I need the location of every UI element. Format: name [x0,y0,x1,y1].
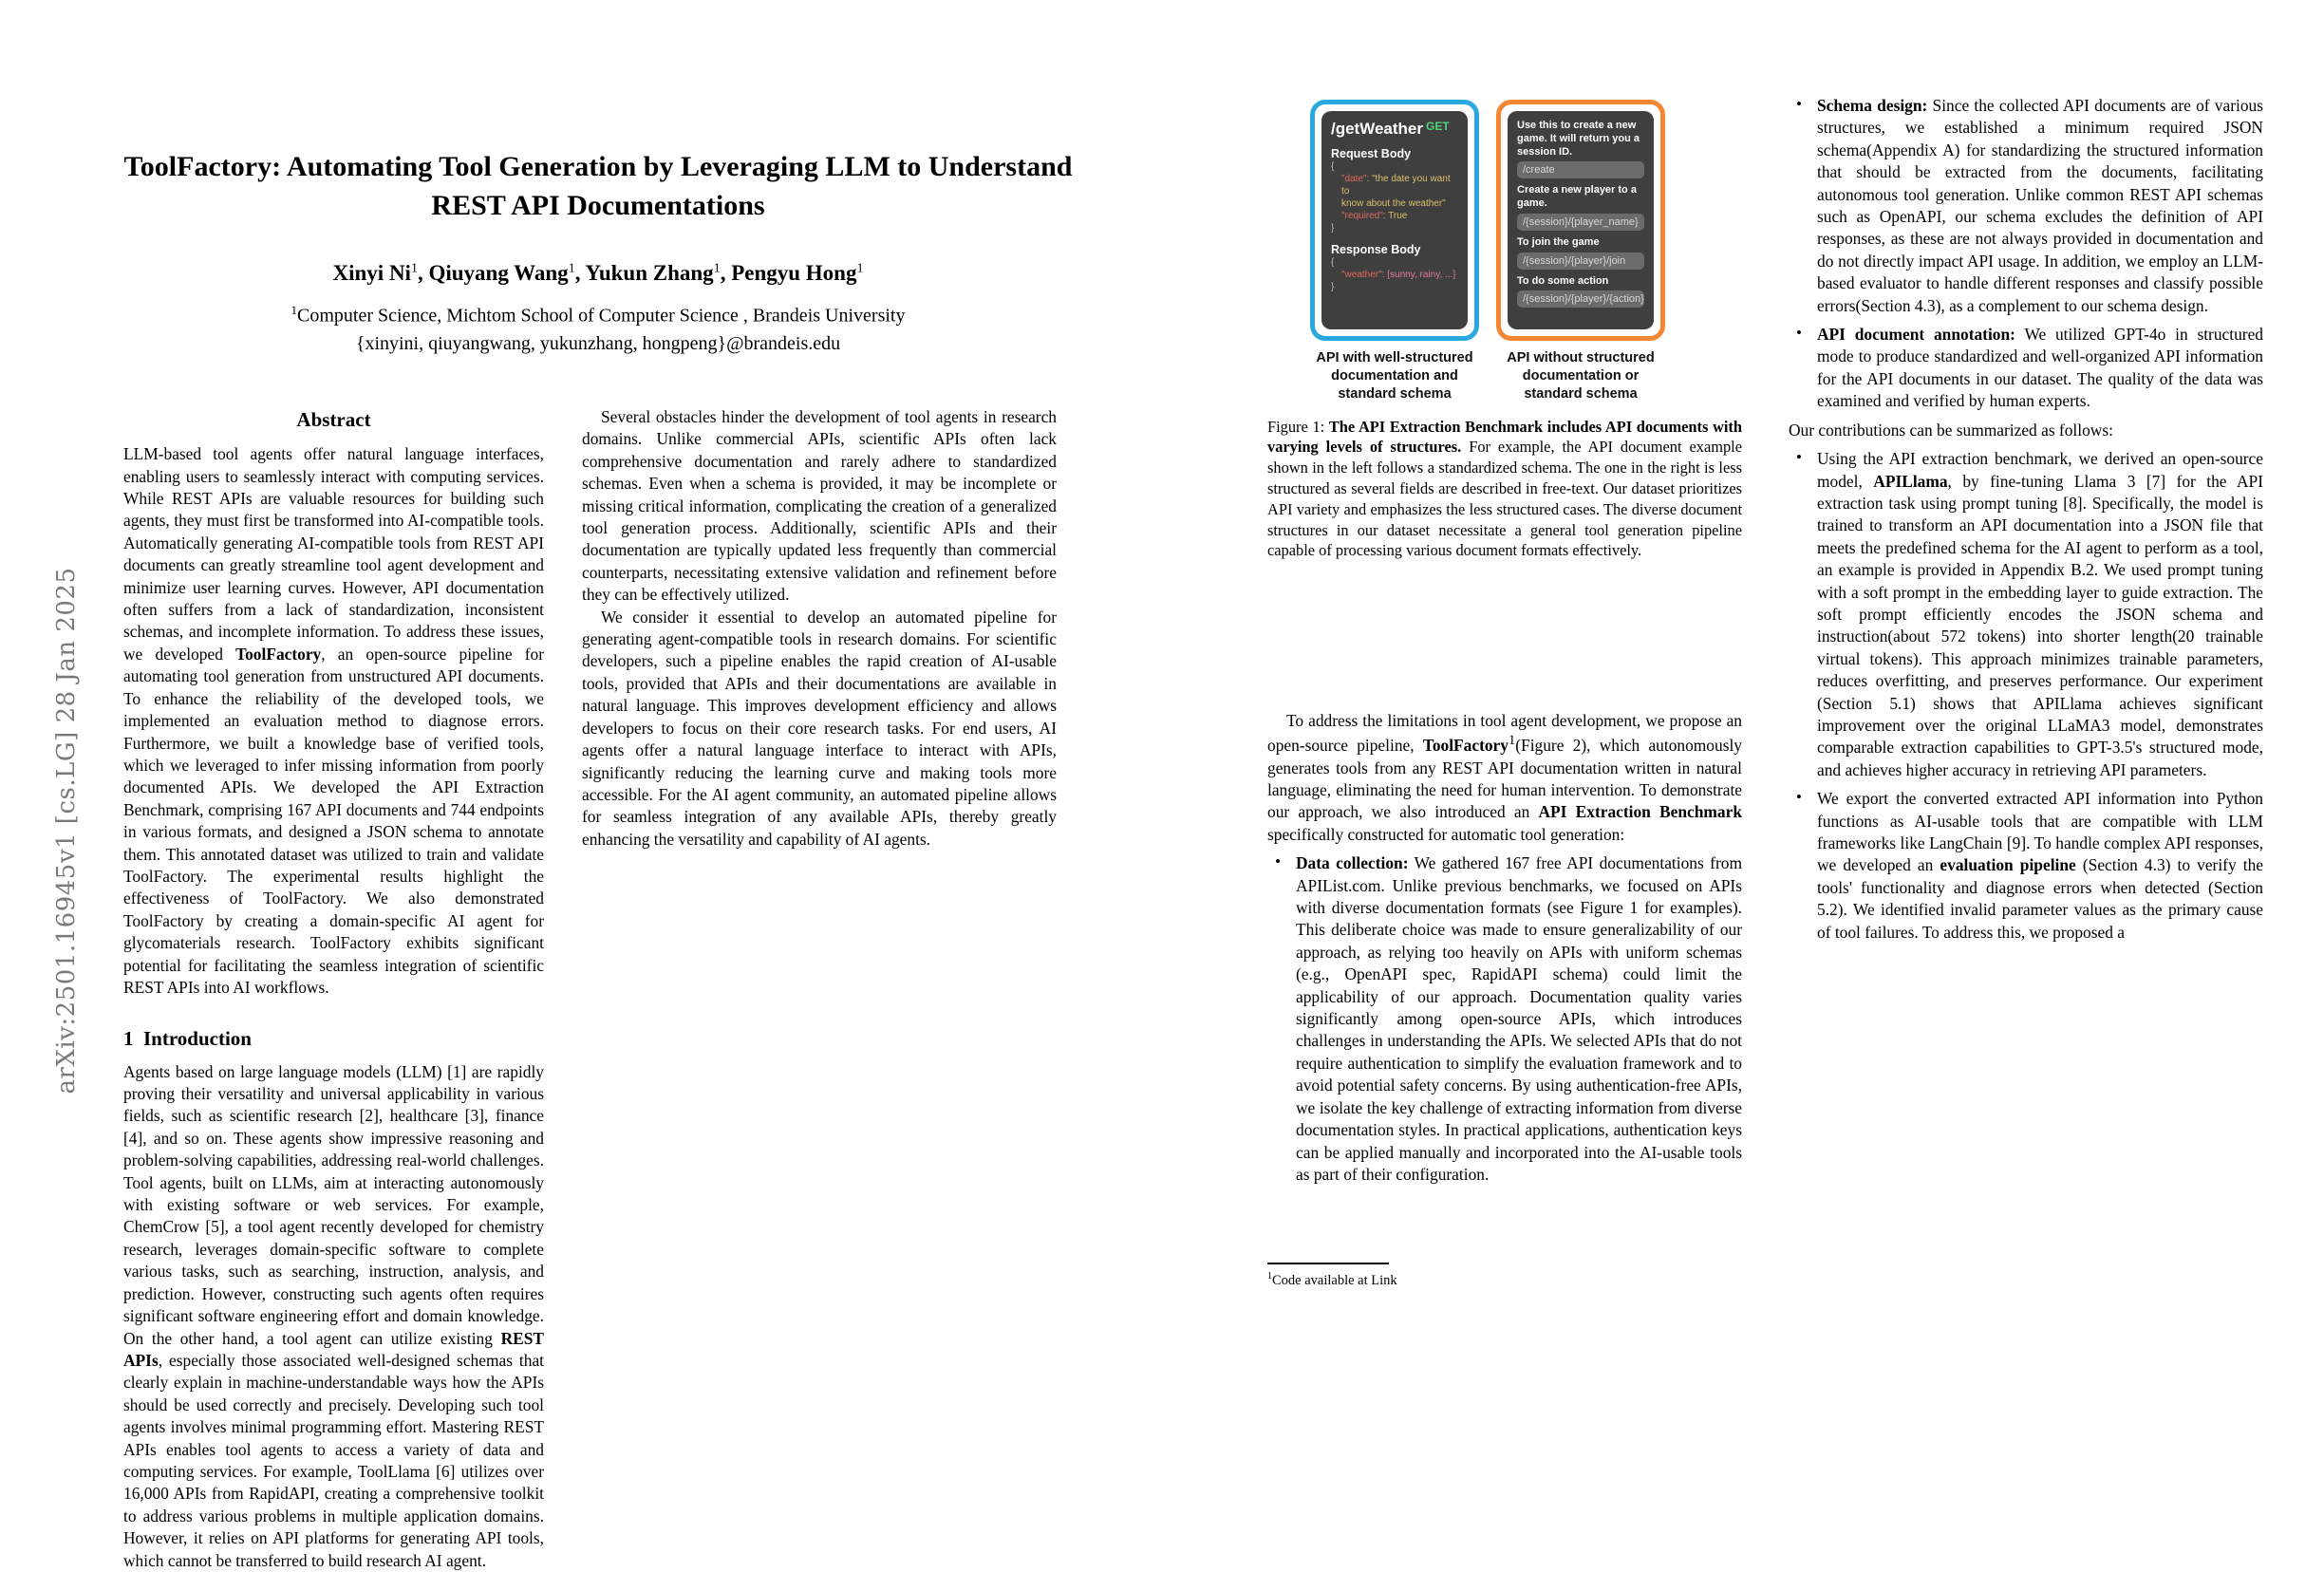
page-title: ToolFactory: Automating Tool Generation by Leveraging LLM to Understand REST API Documentations [123,151,1073,222]
bullet-label: Data collection: [1296,853,1409,873]
request-key-date: "date" [1341,174,1367,184]
bullet-text: Since the collected API documents are of various structures, we established a minimum required JSON schema(Appendix A) for standardizing the structured information that should be extracted from the documents, facilitating autonomous tool generation. Unlike common REST API schemas such as OpenAPI, our schema excludes the definition of API responses, as these are not always provided in documentation and do not directly impact API usage. In addition, we employ an LLM-based evaluator to handle different responses and classify possible errors(Section 4.3), as a complement to our schema design. [1817,96,2263,315]
footnote-marker: 1 [1267,1270,1272,1282]
response-field-weather [1331,269,1458,281]
author-affil-marker: 1 [713,261,721,276]
footnote-ref: 1 [1508,733,1516,749]
section-number: 1 [123,1027,134,1051]
abstract-part-1: LLM-based tool agents offer natural language interfaces, enabling users to seamlessly interact with computing services. While REST APIs are valuable resources for building such agents, they must first be transformed into AI-compatible tools. Automatically generating AI-compatible tools from REST API documents can greatly streamline tool agent development and minimize user learning curves. However, API documentation often suffers from a lack of standardization, inconsistent schemas, and incomplete information. To address these issues, we developed [123,444,544,664]
intro-paragraph-3: We consider it essential to develop an automated pipeline for generating agent-compatible tools in research domains. For scientific developers, such a pipeline enables the rapid creation of AI-usable tools, provided that APIs and their documentations are available in natural language. This improves development efficiency and allows developers to focus on their core research tasks. For end users, AI agents offer a natural language interface to interact with APIs, significantly reducing the learning curve and making tools more accessible. For the AI agent community, an automated pipeline allows for seamless integration of any available APIs, thereby greatly enhancing the versatility and capability of AI agents. [582,607,1057,849]
bullet-text: We utilized GPT-4o in structured mode to produce standardized and well-organized API information for the API documents in our dataset. The quality of the data was examined and verified by human experts. [1817,325,2263,411]
unstructured-path: /create [1517,161,1644,178]
list-item [1813,788,2263,944]
affiliation-marker: 1 [290,302,298,317]
intro-p4-part-b: (Figure 2), which autonomously generates tools from any REST API documentation written in natural language, eliminating the need for human intervention. To demonstrate our approach, we also introduced an [1267,736,1742,822]
figure-caption [1267,417,1742,562]
benchmark-bullet-list [1267,852,1742,1186]
bullet-text: We gathered 167 free API documentations from APIList.com. Unlike previous benchmarks, we focused on APIs with diverse documentation formats (see Figure 1 for examples). This deliberate choice was made to ensure generalizability of our approach, as relying too heavily on APIs with uniform schemas (e.g., OpenAPI spec, RapidAPI schema) could limit the applicability of our approach. Documentation quality varies significantly among open-source APIs, which introduces challenges in understanding the APIs. We selected APIs that do not require authentication to simplify the evaluation framework and to avoid potential safety concerns. By using authentication-free APIs, we isolate the key challenge of extracting information from diverse documentation styles. In practical applications, authentication keys can be applied manually and incorporated into the AI-usable tools as part of their configuration. [1296,853,1742,1184]
api-unstructured-card [1508,111,1654,329]
author-affil-marker: 1 [856,261,864,276]
api-structured-panel [1310,100,1479,341]
footnote-text [1267,1271,1742,1289]
benchmark-bullet-list-cont [1789,95,2263,413]
list-item [1813,448,2263,781]
list-item [1292,852,1742,1186]
request-field-date [1331,173,1458,197]
bullet-label: Schema design: [1817,96,1928,115]
bullet-text-a: We export the converted extracted API information into Python functions as AI-usable tools that are compatible with LLM frameworks like LangChain [9]. To handle complex API responses, we developed an [1817,789,2263,875]
unstructured-path: /{session}/{player}/join [1517,253,1644,270]
list-item [1813,95,2263,317]
intro-paragraph-4 [1267,710,1742,846]
request-close-brace: } [1331,223,1335,234]
request-val-required: : True [1382,211,1408,221]
bullet-text-b: , by fine-tuning Llama 3 [7] for the API extraction task using prompt tuning [8]. Specifically, the model is trained to transform an API documentation into a JSON file that meets the predefined schema for the AI agent to perform as a tool, an example is provided in Appendix B.2. We used prompt tuning with a soft prompt in the embedding layer to guide extraction. The soft prompt efficiently encodes the JSON schema and instruction(about 572 tokens) into shorter length(20 trainable virtual tokens). This approach minimizes trainable parameters, reduces overfitting, and preserves performance. Our experiment (Section 5.1) shows that APILlama achieves significant improvement over the original LLaMA3 model, demonstrates comparable extraction capabilities to GPT-3.5's structured mode, and achieves higher accuracy in retrieving API parameters. [1817,471,2263,779]
affiliation-text: Computer Science, Michtom School of Computer Science , Brandeis University [297,305,906,327]
unstructured-desc: Use this to create a new game. It will return you a session ID. [1517,120,1640,158]
request-open-brace: { [1331,161,1335,172]
bullet-bold-apillama: APILlama [1873,471,1948,491]
http-method-badge: GET [1426,120,1450,133]
unstructured-path: /{session}/{player}/{action} [1517,290,1644,308]
endpoint-row [1331,120,1458,139]
column-2 [582,406,1057,851]
intro-p1-part-b: , especially those associated well-designed schemas that clearly explain in machine-understandable ways how the APIs should be used correctly and precisely. Developing such tool agents involves minimal programming effort. Mastering REST APIs enables tool agents to access a variety of data and computing services. For example, ToolLlama [6] utilizes over 16,000 APIs from RapidAPI, creating a comprehensive toolkit to address various problems in multiple application domains. However, it relies on API platforms for generating API tools, which cannot be transferred to build research AI agent. [123,1350,544,1570]
column-3 [1267,710,1742,1192]
unstructured-desc: To do some action [1517,274,1609,287]
author-affil-marker: 1 [410,261,418,276]
author-affil-marker: 1 [568,261,575,276]
title-block [123,147,1073,358]
request-val-date: : "the date you want to [1341,174,1451,196]
left-panel-caption: API with well-structured documentation and standard schema [1316,350,1473,402]
unstructured-path: /{session}/{player_name} [1517,214,1644,231]
section-heading-introduction [123,1025,544,1052]
author-name: Pengyu Hong [731,260,857,285]
figure-left-group [1310,100,1479,403]
api-structured-card [1321,111,1468,329]
intro-p4-bold-toolfactory: ToolFactory [1422,736,1509,756]
author-name: Qiuyang Wang [428,260,569,285]
request-body-label: Request Body [1331,147,1412,160]
arxiv-stamp: arXiv:2501.16945v1 [cs.LG] 28 Jan 2025 [52,567,81,1095]
intro-paragraph-2: Several obstacles hinder the development of tool agents in research domains. Unlike commercial APIs, scientific APIs often lack comprehensive documentation and rarely adhere to standardized schemas. Even when a schema is provided, it may be incomplete or missing critical information, complicating the creation of a generalized tool generation process. Additionally, scientific APIs and their documentation are typically updated less frequently than commercial counterparts, necessitating extensive validation and refinement before they can be effectively utilized. [582,407,1057,605]
column-4 [1789,95,2263,950]
intro-paragraph-1 [123,1061,544,1572]
contact-email: {xinyini, qiuyangwang, yukunzhang, hongpeng}@brandeis.edu [355,332,841,354]
response-key-weather: "weather" [1341,270,1382,280]
request-val-date-cont: know about the weather" [1341,198,1446,209]
figure-panels [1310,100,1709,403]
intro-p1-bold: REST APIs [123,1328,544,1370]
abstract-part-2: , an open-source pipeline for automating tool generation from unstructured API documents. To enhance the reliability of the developed tools, we implemented an evaluation method to diagnose errors. Furthermore, we built a knowledge base of verified tools, which we leveraged to infer missing information from poorly documented APIs. We developed the API Extraction Benchmark, comprising 167 API documents and 744 endpoints in various formats, and designed a JSON schema to annotate them. This annotated dataset was utilized to train and validate ToolFactory. The experimental results highlight the effectiveness of ToolFactory. We also demonstrated ToolFactory by creating a domain-specific AI agent for glycomaterials research. ToolFactory exhibits significant potential for facilitating the seamless integration of scientific REST APIs into AI workflows. [123,644,544,997]
endpoint-path: /getWeather [1331,120,1423,138]
unstructured-desc: To join the game [1517,235,1600,248]
author-name: Xinyi Ni [332,260,411,285]
affiliation [123,302,1073,330]
api-unstructured-panel [1496,100,1665,341]
footnote-body: Code available at Link [1272,1272,1397,1288]
bullet-bold-eval-pipeline: evaluation pipeline [1940,855,2076,875]
intro-p4-part-a: To address the limitations in tool agent development, we propose an open-source pipeline, [1267,711,1742,756]
request-key-required: "required" [1341,211,1383,221]
response-open-brace: { [1331,257,1335,268]
figure-caption-rest: For example, the API document example shown in the left follows a standardized schema. The one in the right is less structured as several fields are described in free-text. Our dataset prioritizes API variety and emphasizes the less structured cases. The diverse document structures in our dataset necessitate a general tool generation pipeline capable of processing various document formats effectively. [1267,438,1743,560]
right-panel-caption: API without structured documentation or standard schema [1507,350,1655,402]
section-title: Introduction [143,1027,252,1051]
list-item [1813,324,2263,413]
request-field-required [1331,210,1458,222]
unstructured-desc: Create a new player to a game. [1517,184,1637,209]
contributions-lead: Our contributions can be summarized as follows: [1789,420,2113,440]
response-close-brace: } [1331,282,1335,292]
figure-1 [1267,100,1743,561]
response-body-label: Response Body [1331,243,1421,256]
figure-caption-bold: The API Extraction Benchmark includes API documents with varying levels of structures. [1267,417,1742,457]
bullet-label: API document annotation: [1817,325,2015,345]
abstract-body [123,443,544,999]
footnote-rule [1267,1263,1389,1264]
bullet-text-a: Using the API extraction benchmark, we derived an open-source model, [1817,449,2263,491]
contribution-bullet-list [1789,448,2263,944]
intro-p4-bold-benchmark: API Extraction Benchmark [1538,802,1742,822]
abstract-toolfactory-bold: ToolFactory [235,644,322,664]
response-val-weather: : [sunny, rainy, ...] [1381,270,1456,280]
footnote-block [1267,1263,1742,1288]
column-1 [123,406,544,1572]
author-name: Yukun Zhang [585,260,714,285]
intro-p4-part-c: specifically constructed for automatic tool generation: [1267,824,1625,844]
intro-p1-part-a: Agents based on large language models (LLM) [1] are rapidly proving their versatility and universal applicability in various fields, such as scientific research [2], healthcare [3], finance [4], and so on. These agents show impressive reasoning and problem-solving capabilities, addressing real-world challenges. Tool agents, built on LLMs, aim at interacting autonomously with existing software or web services. For example, ChemCrow [5], a tool agent recently developed for chemistry research, leverages domain-specific software to complete various tasks, such as searching, instruction, analysis, and prediction. However, constructing such agents often requires significant software engineering effort and domain knowledge. On the other hand, a tool agent can utilize existing [123,1061,544,1348]
abstract-heading: Abstract [296,408,371,431]
figure-right-group [1496,100,1665,403]
bullet-text-b: (Section 4.3) to verify the tools' functionality and diagnose errors when detected (Section 5.2). We identified invalid parameter values as the primary cause of tool failures. To address this, we proposed a [1817,855,2263,942]
author-list: Xinyi Ni$^1$, Qiuyang Wang$^1$, Yukun Zhang$^1$, Pengyu Hong$^1$ [332,260,864,285]
figure-caption-label: Figure 1: [1267,417,1325,436]
